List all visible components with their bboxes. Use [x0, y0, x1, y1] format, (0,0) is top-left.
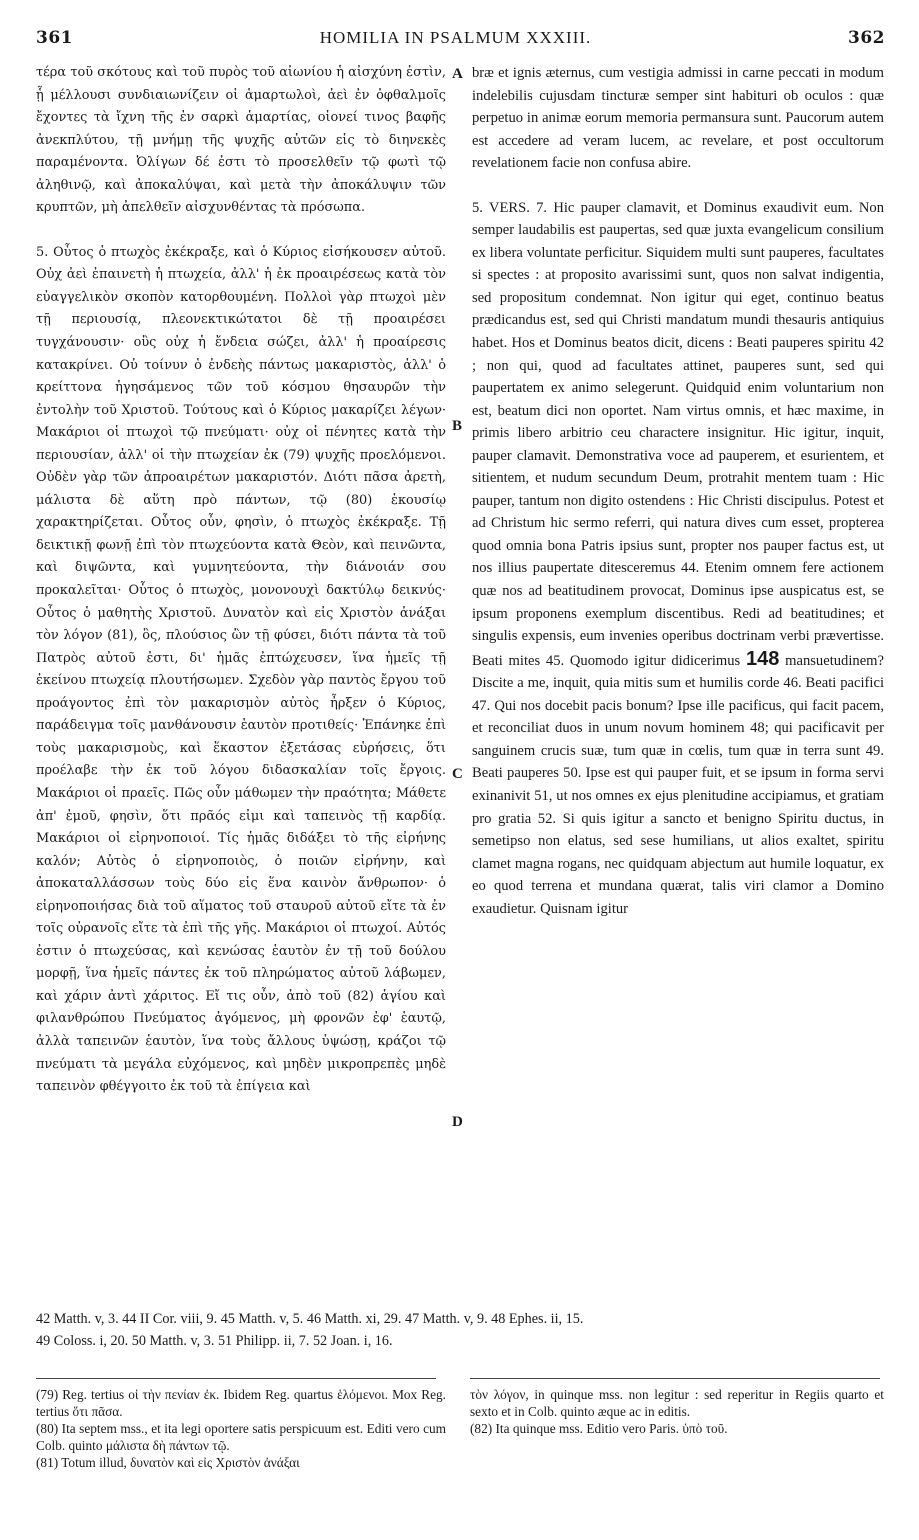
page-number-right: 362: [848, 28, 885, 48]
footnote: (82) Ita quinque mss. Editio vero Paris. ὑπὸ τοῦ.: [470, 1421, 728, 1436]
latin-column: [472, 62, 884, 920]
footnote: (81) Totum illud, δυνατὸν καὶ εἰς Χριστὸν ἀνάξαι: [36, 1455, 300, 1470]
margin-mark-b: B: [452, 418, 463, 434]
greek-paragraph: 5. Οὗτος ὁ πτωχὸς ἐκέκραξε, καὶ ὁ Κύριος εἰσήκουσεν αὐτοῦ. Οὐχ ἀεὶ ἐπαινετὴ ἡ πτωχεία, ἀλλ' ἡ ἐκ προαιρέσεως κατὰ τὸν εὐαγγελικὸν σκοπὸν κατορθουμένη. Πολλοὶ γὰρ πτωχοὶ μὲν τῇ περιουσίᾳ, πλεονεκτικώτατοι δὲ τῇ προαιρέσει τυγχάνουσιν· οὓς οὐχ ἡ ἔνδεια σώζει, ἀλλ' ἡ προαίρεσις κατακρίνει. Οὐ τοίνυν ὁ ἐνδεὴς πάντως μακαριστὸς, ἀλλ' ὁ κρείττονα ἡγησάμενος τῶν τοῦ κόσμου θησαυρῶν τὴν ἐντολὴν τοῦ Χριστοῦ. Τούτους καὶ ὁ Κύριος μακαρίζει λέγων· Μακάριοι οἱ πτωχοὶ τῷ πνεύματι· οὐχ οἱ πένητες κατὰ τὴν περιουσίαν, ἀλλ' οἱ τὴν πτωχείαν ἐκ (79) ψυχῆς προελόμενοι. Οὐδὲν γὰρ τῶν ἀπροαιρέτων μακαριστόν. Διότι πᾶσα ἀρετὴ, μάλιστα δὲ αὕτη πρὸ πάντων, τῷ (80) ἑκουσίῳ χαρακτηρίζεται. Οὗτος οὖν, φησὶν, ὁ πτωχὸς ἐκέκραξε. Τῇ δεικτικῇ φωνῇ ἐπὶ τὸν πτωχεύοντα κατὰ Θεὸν, καὶ πεινῶντα, καὶ διψῶντα, καὶ γυμνητεύοντα, τὴν διάνοιάν σου προκαλεῖται· Οὗτος ὁ πτωχὸς, μονονουχὶ δακτύλῳ δεικνύς· Οὗτος ὁ μαθητὴς Χριστοῦ. Δυνατὸν καὶ εἰς Χριστὸν ἀνάξαι τὸν λόγον (81), ὃς, πλούσιος ὢν τῇ φύσει, διότι πάντα τὰ τοῦ Πατρὸς αὐτοῦ ἐστι, δι' ἡμᾶς ἐπτώχευσεν, ἵνα ἡμεῖς τῇ ἐκείνου πτωχείᾳ πλουτήσωμεν. Σχεδὸν γὰρ παντὸς ἔργου τοῦ προάγοντος ἐπὶ τὸν μακαρισμὸν αὐτὸς ἦρξεν ὁ Κύριος, παράδειγμα τοῖς μανθάνουσιν ἑαυτὸν προτιθείς· Ἐπάνηκε ἐπὶ τοὺς μακαρισμοὺς, καὶ ἕκαστον ἐξετάσας εὑρήσεις, ὅτι προέλαβε τὴν ἐκ τοῦ λόγου διδασκαλίαν τοῖς ἔργοις. Μακάριοι οἱ πραεῖς. Πῶς οὖν μάθωμεν τὴν πραότητα; Μάθετε ἀπ' ἐμοῦ, φησὶν, ὅτι πρᾶός εἰμι καὶ ταπεινὸς τῇ καρδίᾳ. Μακάριοι οἱ εἰρηνοποιοί. Τίς ἡμᾶς διδάξει τὸ τῆς εἰρήνης καλόν; Αὐτὸς ὁ εἰρηνοποιὸς, ὁ ποιῶν εἰρήνην, καὶ ἀποκαταλλάσσων τοὺς δύο εἰς ἕνα καινὸν ἄνθρωπον· ὁ εἰρηνοποιήσας διὰ τοῦ αἵματος τοῦ σταυροῦ αὐτοῦ εἴτε τὰ ἐν τοῖς οὐρανοῖς εἴτε τὰ ἐπὶ τῆς γῆς. Μακάριοι οἱ πτωχοί. Αὐτός ἐστιν ὁ πτωχεύσας, καὶ κενώσας ἑαυτὸν ἐν τῇ τοῦ δούλου μορφῇ, ἵνα ἡμεῖς πάντες ἐκ τοῦ πληρώματος αὐτοῦ λάβωμεν, καὶ χάριν ἀντὶ χάριτος. Εἴ τις οὖν, ἀπὸ τοῦ (82) ἁγίου καὶ φιλανθρώπου Πνεύματος ἀγόμενος, μὴ φρονῶν ἐφ' ἑαυτῷ, ἀλλὰ ταπεινῶν ἑαυτὸν, ἵνα τοὺς ἄλλους ὑψώσῃ, κράζοι τῷ πνεύματι τὰ μεγάλα εὐχόμενος, καὶ μηδὲν μικροπρεπὲς μηδὲ ταπεινὸν φθέγγοιτο ἐκ τοῦ τὰ ἐπίγεια καὶ: [36, 244, 446, 1095]
footnotes-left: [36, 1386, 446, 1471]
latin-text: 5. VERS. 7. Hic pauper clamavit, et Dominus exaudivit eum. Non semper laudabilis est paupertas, sed quæ juxta evangelicum consilium ex libera voluntate perficitur. Siquidem multi sunt pauperes, facultates si spectes : at proposito avarissimi sunt, quos non salvat indigentia, sed propositum condemnat. Non igitur qui eget, continuo beatus prædicandus est, sed qui Christi mandatum mundi thesauris antiquius habet. Hos et Dominus beatos dicit, dicens : Beati pauperes spiritu 42 ; non qui, quod ad facultates attinet, pauperes sunt, sed qui paupertatem ex animo selegerunt. Quidquid enim voluntarium non est, beatum dici non oportet. Nam virtus omnis, et hæc maxime, in primis libero arbitrio ceu charactere insignitur. Hic igitur, inquit, pauper clamavit. Demonstrativa voce ad pauperem, et esurientem, et sitientem, et nudum secundum Deum, protrahit mentem tuam : Hic pauper, tantum non digito ostendens : Hic Christi discipulus. Potest et ad Christum hic sermo referri, qui natura dives cum esset, propterea quod omnia bona Patris ipsius sunt, propter nos pauper factus est, ut nos illius paupertate ditesceremus 44. Etenim omnem fere actionem quæ nos ad beatitudinem provocat, Dominus ipse auspicatus est, se ipsum proponens exemplum discentibus. Redi ad beatitudines; et singulis expensis, eum invenies operibus doctrinam verbi prævertisse. Beati mites 45. Quomodo igitur didicerimus: [472, 199, 884, 669]
footnotes-right: [470, 1386, 884, 1437]
notes-divider-right: [470, 1378, 880, 1379]
latin-paragraph: [472, 197, 884, 921]
column-number: 148: [746, 647, 780, 670]
latin-paragraph: bræ et ignis æternus, cum vestigia admissi in carne peccati in modum indelebilis cujusdam tincturæ semper sint habituri ob oculos : quæ perpetuo in animæ eorum memoria permansura sunt. Paucorum autem est accedere ad veram lucem, ac revelare, et post occultorum revelationem facie non confusa abire.: [472, 65, 884, 172]
margin-mark-c: C: [452, 766, 463, 782]
reference-line: 49 Coloss. i, 20. 50 Matth. v, 3. 51 Philipp. ii, 7. 52 Joan. i, 16.: [36, 1333, 393, 1349]
footnote: (80) Ita septem mss., et ita legi oportere satis perspicuum est. Editi vero cum Colb. quinto μάλιστα δὴ πάντων τῷ.: [36, 1421, 446, 1453]
scripture-references: [36, 1308, 885, 1352]
running-title: HOMILIA IN PSALMUM XXXIII.: [319, 28, 592, 47]
page-number-left: 361: [36, 28, 73, 48]
footnote: (79) Reg. tertius οἱ τὴν πενίαν ἐκ. Ibidem Reg. quartus ἑλόμενοι. Mox Reg. tertius ὅτι πᾶσα.: [36, 1387, 446, 1419]
notes-divider-left: [36, 1378, 436, 1379]
margin-mark-a: A: [452, 66, 463, 82]
running-header: [26, 28, 885, 50]
greek-column: [36, 62, 446, 1099]
greek-paragraph: τέρα τοῦ σκότους καὶ τοῦ πυρὸς τοῦ αἰωνίου ἡ αἰσχύνη ἐστὶν, ᾗ μέλλουσι συνδιαιωνίζειν οἱ ἁμαρτωλοὶ, ἀεὶ ἐν ὀφθαλμοῖς ἔχοντες τὰ ἴχνη τῆς ἐν σαρκὶ ἁμαρτίας, οἱονεί τινος βαφῆς ἀνεκπλύτου, τῇ μνήμῃ τῆς ψυχῆς αὐτῶν εἰς τὸ διηνεκὲς παραμένοντα. Ὀλίγων δέ ἐστι τὸ προσελθεῖν τῷ φωτὶ τῷ ἀληθινῷ, καὶ ἀποκαλύψαι, καὶ μετὰ τὴν ἀποκάλυψιν τῶν κρυπτῶν, μὴ ἀπελθεῖν αἰσχυνθέντας τὰ πρόσωπα.: [36, 65, 446, 216]
margin-mark-d: D: [452, 1114, 463, 1130]
footnote: τὸν λόγον, in quinque mss. non legitur : sed reperitur in Regiis quarto et sexto et in Colb. quinto æque ac in editis.: [470, 1387, 884, 1419]
reference-line: 42 Matth. v, 3. 44 II Cor. viii, 9. 45 Matth. v, 5. 46 Matth. xi, 29. 47 Matth. v, 9. 48 Ephes. ii, 15.: [36, 1311, 584, 1327]
latin-text: mansuetudinem? Discite a me, inquit, quia mitis sum et humilis corde 46. Beati pacifici 47. Qui nos docebit pacis bonum? Ipse ille pacificus, qui facit pacem, et reconciliat duos in unum novum hominem 48; qui pacificavit per sanguinem crucis suæ, tum quæ in cœlis, tum quæ in terra sunt 49. Beati pauperes 50. Ipse est qui pauper fuit, et se ipsum in forma servi exinanivit 51, ut nos omnes ex ejus plenitudine accipiamus, et gratiam pro gratia 52. Si quis igitur a sancto et benigno Spiritu ductus, in semetipso non elatus, sed sese humilians, ut alios exaltet, spiritu clamet magna rogans, nec quidquam abjectum aut humile loquatur, ex eo quod terrena et mundana quærat, talis viri clamor a Domino exaudietur. Quisnam igitur: [472, 652, 885, 917]
